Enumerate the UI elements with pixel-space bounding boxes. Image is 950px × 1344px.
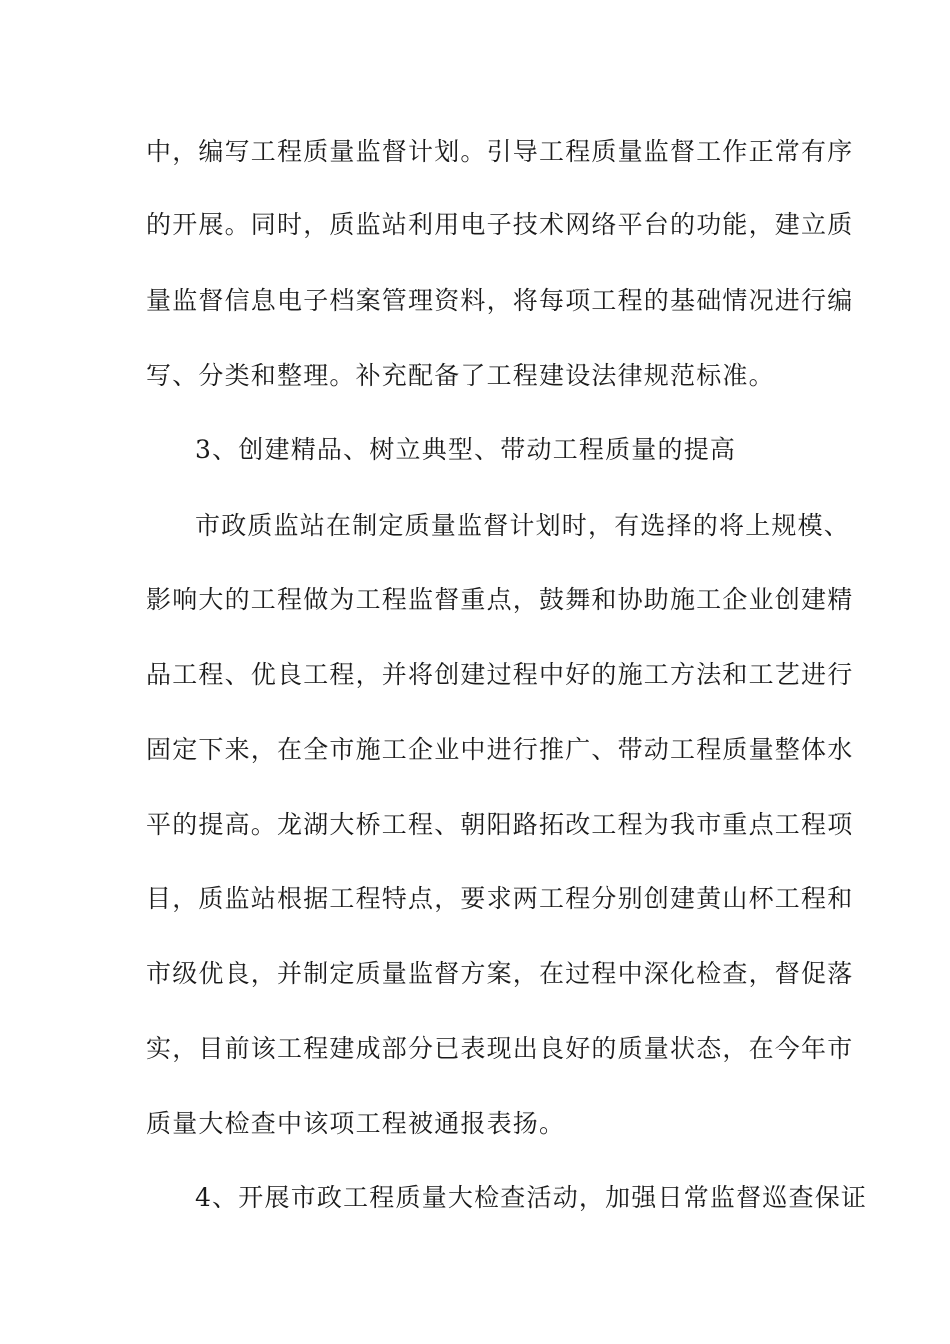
body-text-line: 中，编写工程质量监督计划。引导工程质量监督工作正常有序 [146, 137, 854, 166]
body-text-line: 目，质监站根据工程特点，要求两工程分别创建黄山杯工程和 [146, 884, 854, 913]
body-text-line: 固定下来，在全市施工企业中进行推广、带动工程质量整体水 [146, 735, 854, 764]
body-text-line: 写、分类和整理。补充配备了工程建设法律规范标准。 [146, 361, 775, 390]
body-text-line: 市级优良，并制定质量监督方案，在过程中深化检查，督促落 [146, 959, 854, 988]
body-text-line: 平的提高。龙湖大桥工程、朝阳路拓改工程为我市重点工程项 [146, 810, 854, 839]
body-text-line: 品工程、优良工程，并将创建过程中好的施工方法和工艺进行 [146, 660, 854, 689]
body-text-line: 质量大检查中该项工程被通报表扬。 [146, 1109, 566, 1138]
section-heading: 3、创建精品、树立典型、带动工程质量的提高 [195, 435, 737, 464]
body-text-line: 影响大的工程做为工程监督重点，鼓舞和协助施工企业创建精 [146, 585, 854, 614]
body-text-line: 实，目前该工程建成部分已表现出良好的质量状态，在今年市 [146, 1034, 854, 1063]
body-text-line: 量监督信息电子档案管理资料，将每项工程的基础情况进行编 [146, 286, 854, 315]
section-heading: 4、开展市政工程质量大检查活动，加强日常监督巡查保证 [195, 1183, 868, 1212]
body-text-line: 的开展。同时，质监站利用电子技术网络平台的功能，建立质 [146, 210, 854, 239]
paragraph-first-line: 市政质监站在制定质量监督计划时，有选择的将上规模、 [195, 511, 851, 540]
